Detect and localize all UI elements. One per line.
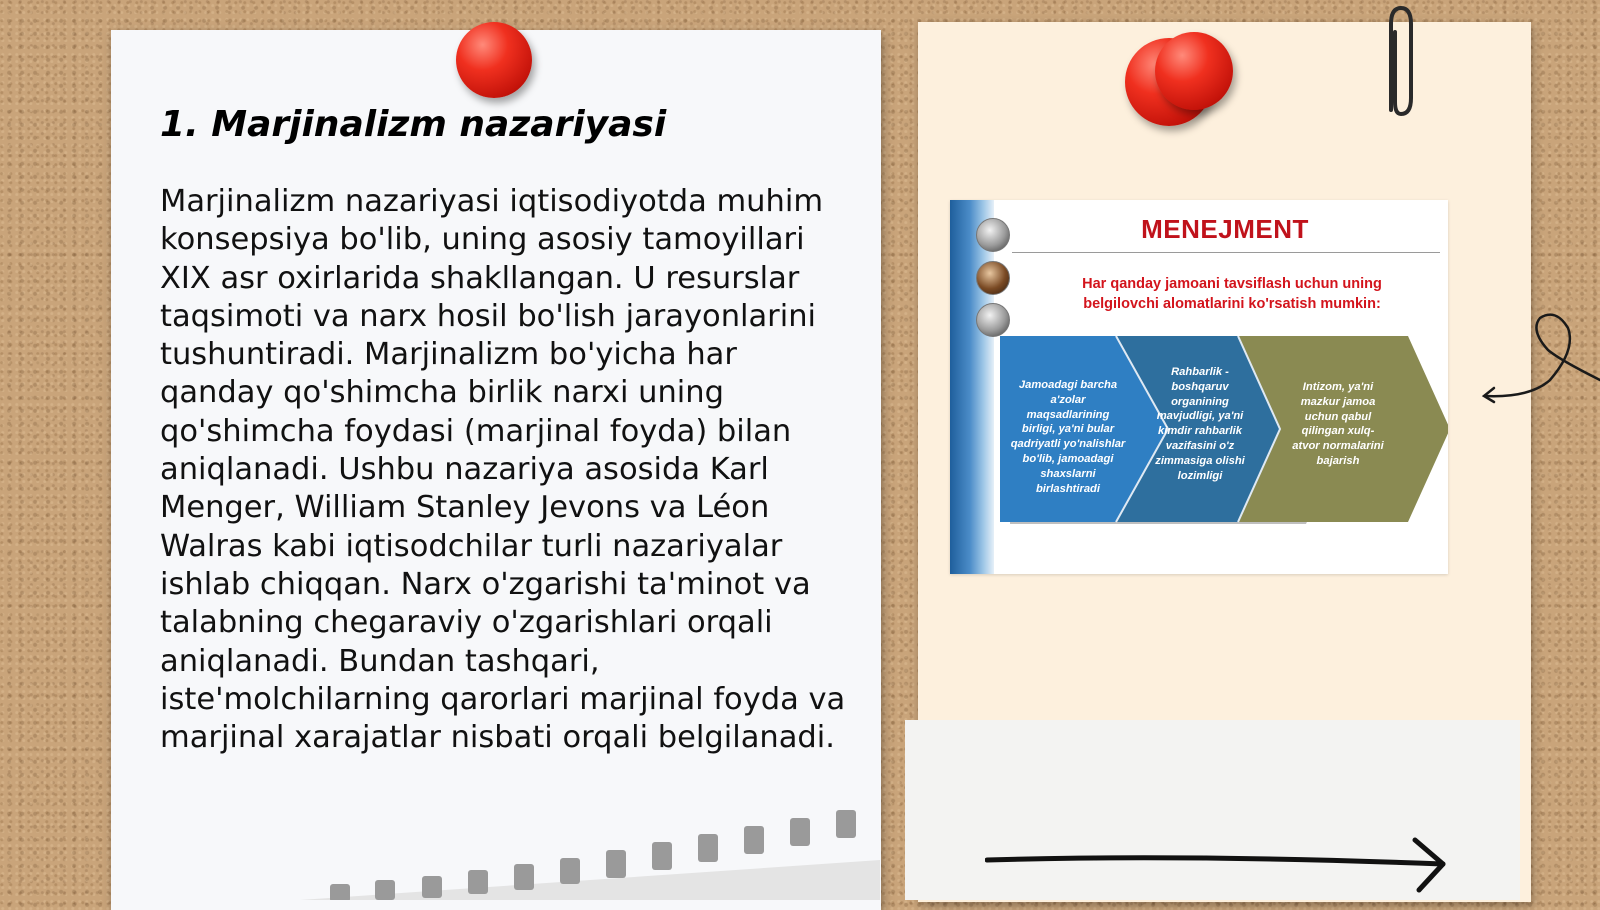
chevron-arrow-text-1: Jamoadagi barcha a'zolar maqsadlarining birligi, ya'ni bular qadriyatli yo'nalishlar bo'lib, jamoadagi shaxslarni birlashtiradi [1010,379,1126,495]
team-photo-icon [976,261,1010,295]
note-heading: 1. Marjinalizm nazariyasi [160,104,667,145]
note-body-text: Marjinalizm nazariyasi iqtisodiyotda muhim konsepsiya bo'lib, uning asosiy tamoyillari XIX asr oxirlarida shakllangan. U resurslar taqsimoti va narx hosil bo'lish jarayonlarini tushuntiradi. Marjinalizm bo'yicha har qanday qo'shimcha birlik narxi uning qo'shimcha foydasi (marjinal foyda) bilan aniqlanadi. Ushbu nazariya asosida Karl Menger, William Stanley Jevons va Léon Walras kabi iqtisodchilar turli nazariyalar ishlab chiqqan. Narx o'zgarishi ta'minot va talabning chegaraviy o'zgarishlari orqali aniqlanadi. Bundan tashqari, iste'molchilarning qarorlari marjinal foyda va marjinal xarajatlar nisbati orqali belgilanadi. [160,184,846,756]
curly-arrow-doodle-icon [1480,310,1600,410]
chevron-arrow-text-2: Rahbarlik - boshqaruv organining mavjudligi, ya'ni kimdir rahbarlik vazifasini o'z zimmasiga olishi lozimligi [1155,366,1245,482]
chevron-arrow-text-3: Intizom, ya'ni mazkur jamoa uchun qabul qilingan xulq-atvor normalarini bajarish [1292,381,1384,467]
red-pushpin-icon [456,22,532,98]
slide-title: MENEJMENT [1141,214,1309,244]
spiral-notebook-edge [300,800,880,900]
team-photo-icon [976,218,1010,252]
slide-side-bar [950,200,994,574]
red-pushpin-icon [1155,32,1233,110]
slide-subtitle [1022,274,1442,314]
right-arrow-icon [985,836,1450,896]
slide-subtitle-line: Har qanday jamoani tavsiflash uchun uning [1082,276,1382,292]
slide-divider [1012,252,1440,253]
paperclip-icon [1381,2,1417,120]
slide-subtitle-line: belgilovchi alomatlarini ko'rsatish mumkin: [1083,296,1381,312]
team-photo-icon [976,303,1010,337]
menejment-slide-image [950,200,1448,574]
